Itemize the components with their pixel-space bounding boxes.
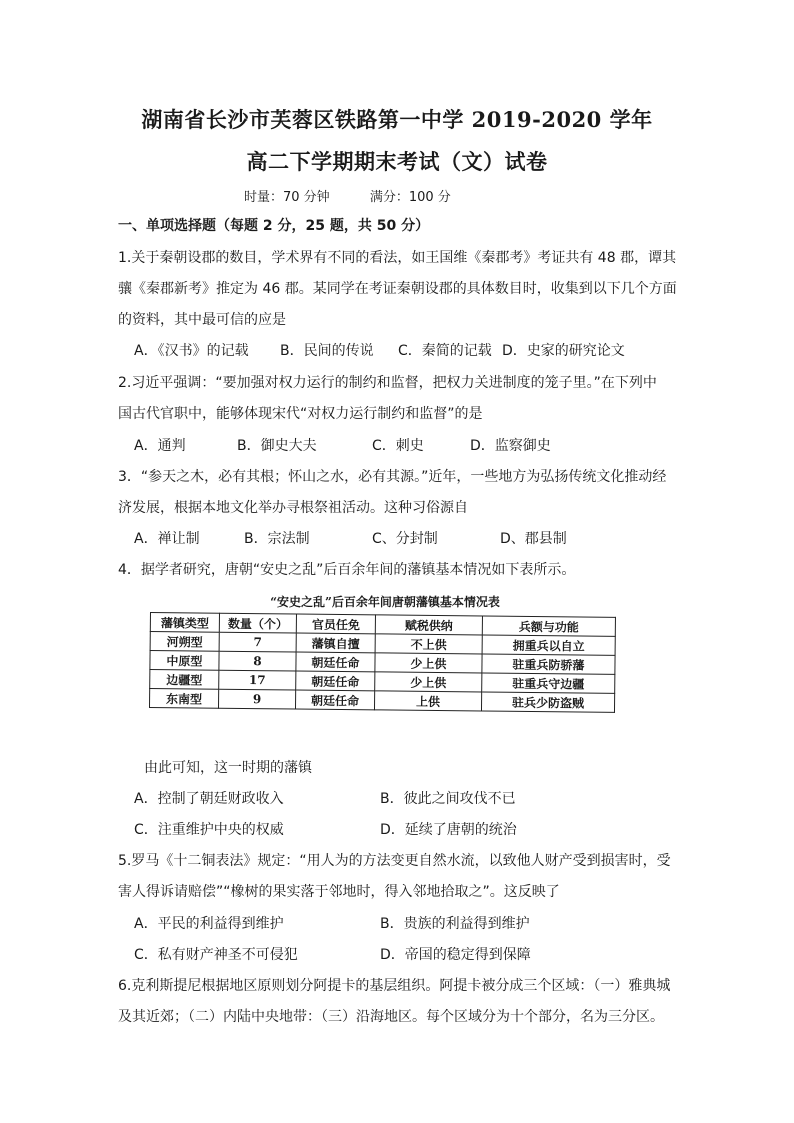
q1-option-c: C．秦简的记载	[398, 343, 492, 359]
q4-table-figure	[150, 592, 620, 732]
q2-option-b: B．御史大夫	[237, 438, 317, 454]
table-cell: 少上供	[375, 653, 482, 673]
q2-option-c: C．刺史	[372, 438, 424, 454]
table-header: 官员任免	[296, 614, 375, 634]
table-cell: 东南型	[149, 689, 218, 709]
table-cell: 不上供	[375, 634, 482, 654]
q5-line: 害人得诉请赔偿”“橡树的果实落于邻地时，得入邻地拾取之”。这反映了	[118, 884, 560, 900]
exam-title-line-2: 高二下学期期末考试（文）试卷	[246, 149, 548, 174]
q5-option-c: C．私有财产神圣不可侵犯	[134, 947, 298, 963]
q1-option-b: B．民间的传说	[280, 343, 374, 359]
q4-option-a: A．控制了朝廷财政收入	[134, 791, 284, 807]
q2-option-d: D．监察御史	[470, 438, 551, 454]
table-cell: 朝廷任命	[296, 652, 375, 672]
q3-option-a: A．禅让制	[134, 531, 200, 547]
q4-line: 4．据学者研究，唐朝“安史之乱”后百余年间的藩镇基本情况如下表所示。	[118, 562, 576, 578]
q1-line: 1.关于秦朝设郡的数目，学术界有不同的看法，如王国维《秦郡考》考证共有 48 郡，谭其	[118, 250, 677, 266]
table-header: 赋税供纳	[375, 615, 482, 635]
table-cell: 藩镇自擅	[296, 633, 375, 653]
table-cell: 拥重兵以自立	[482, 635, 615, 655]
table-cell: 17	[219, 670, 296, 690]
q3-option-d: D、郡县制	[500, 531, 567, 547]
table-cell: 河朔型	[150, 632, 219, 652]
q2-option-a: A．通判	[134, 438, 186, 454]
q6-line: 6.克利斯提尼根据地区原则划分阿提卡的基层组织。阿提卡被分成三个区域：（一）雅典城	[118, 978, 671, 994]
q5-option-a: A．平民的利益得到维护	[134, 916, 284, 932]
full-score: 满分：100 分	[369, 190, 451, 205]
table-cell: 9	[218, 689, 295, 709]
table-cell: 少上供	[375, 672, 482, 692]
q4-option-c: C．注重维护中央的权威	[134, 822, 284, 838]
q6-line: 及其近郊；（二）内陆中央地带：（三）沿海地区。每个区域分为十个部分，名为三分区。	[118, 1009, 664, 1025]
table-cell: 7	[219, 632, 296, 652]
q4-option-d: D．延续了唐朝的统治	[380, 822, 517, 838]
exam-meta	[244, 186, 487, 205]
q4-stem: 由此可知，这一时期的藩镇	[144, 760, 312, 776]
q5-option-b: B．贵族的利益得到维护	[380, 916, 530, 932]
q5-option-d: D．帝国的稳定得到保障	[380, 947, 531, 963]
table-cell: 边疆型	[150, 670, 219, 690]
q3-line: 济发展，根据本地文化举办寻根祭祖活动。这种习俗源自	[118, 500, 468, 516]
section-heading: 一、单项选择题（每题 2 分，25 题，共 50 分）	[118, 218, 430, 234]
q2-line: 国古代官职中，能够体现宋代“对权力运行制约和监督”的是	[118, 406, 483, 422]
table-cell: 驻兵少防盗贼	[481, 692, 614, 712]
q4-table-title: “安史之乱”后百余年间唐朝藩镇基本情况表	[270, 595, 500, 609]
time-limit: 时量：70 分钟	[244, 190, 330, 205]
q1-option-d: D．史家的研究论文	[502, 343, 625, 359]
table-header: 数量（个）	[219, 613, 296, 633]
table-cell: 上供	[374, 691, 481, 711]
q3-option-c: C、分封制	[372, 531, 438, 547]
q4-table	[149, 612, 616, 713]
q2-line: 2.习近平强调：“要加强对权力运行的制约和监督，把权力关进制度的笼子里。”在下列中	[118, 375, 657, 391]
q5-line: 5.罗马《十二铜表法》规定：“用人为的方法变更自然水流，以致他人财产受到损害时，受	[118, 853, 671, 869]
q3-option-b: B．宗法制	[244, 531, 310, 547]
exam-title-line-1: 湖南省长沙市芙蓉区铁路第一中学 2019-2020 学年	[141, 107, 653, 132]
q1-line: 骧《秦郡新考》推定为 46 郡。某同学在考证秦朝设郡的具体数目时，收集到以下几个方面	[118, 281, 677, 297]
table-cell: 中原型	[150, 651, 219, 671]
q4-option-b: B．彼此之间攻伐不已	[380, 791, 516, 807]
q3-line: 3．“参天之木，必有其根；怀山之水，必有其源。”近年，一些地方为弘扬传统文化推动经	[118, 469, 667, 485]
table-cell: 朝廷任命	[296, 671, 375, 691]
table-header: 兵额与功能	[482, 616, 615, 636]
q1-option-a: A．《汉书》的记载	[134, 343, 249, 359]
table-cell: 驻重兵防骄藩	[482, 654, 615, 674]
q1-line: 的资料，其中最可信的应是	[118, 312, 286, 328]
table-row	[149, 689, 614, 713]
table-header: 藩镇类型	[150, 613, 219, 633]
table-cell: 8	[219, 651, 296, 671]
table-cell: 驻重兵守边疆	[482, 673, 615, 693]
table-cell: 朝廷任命	[295, 690, 374, 710]
